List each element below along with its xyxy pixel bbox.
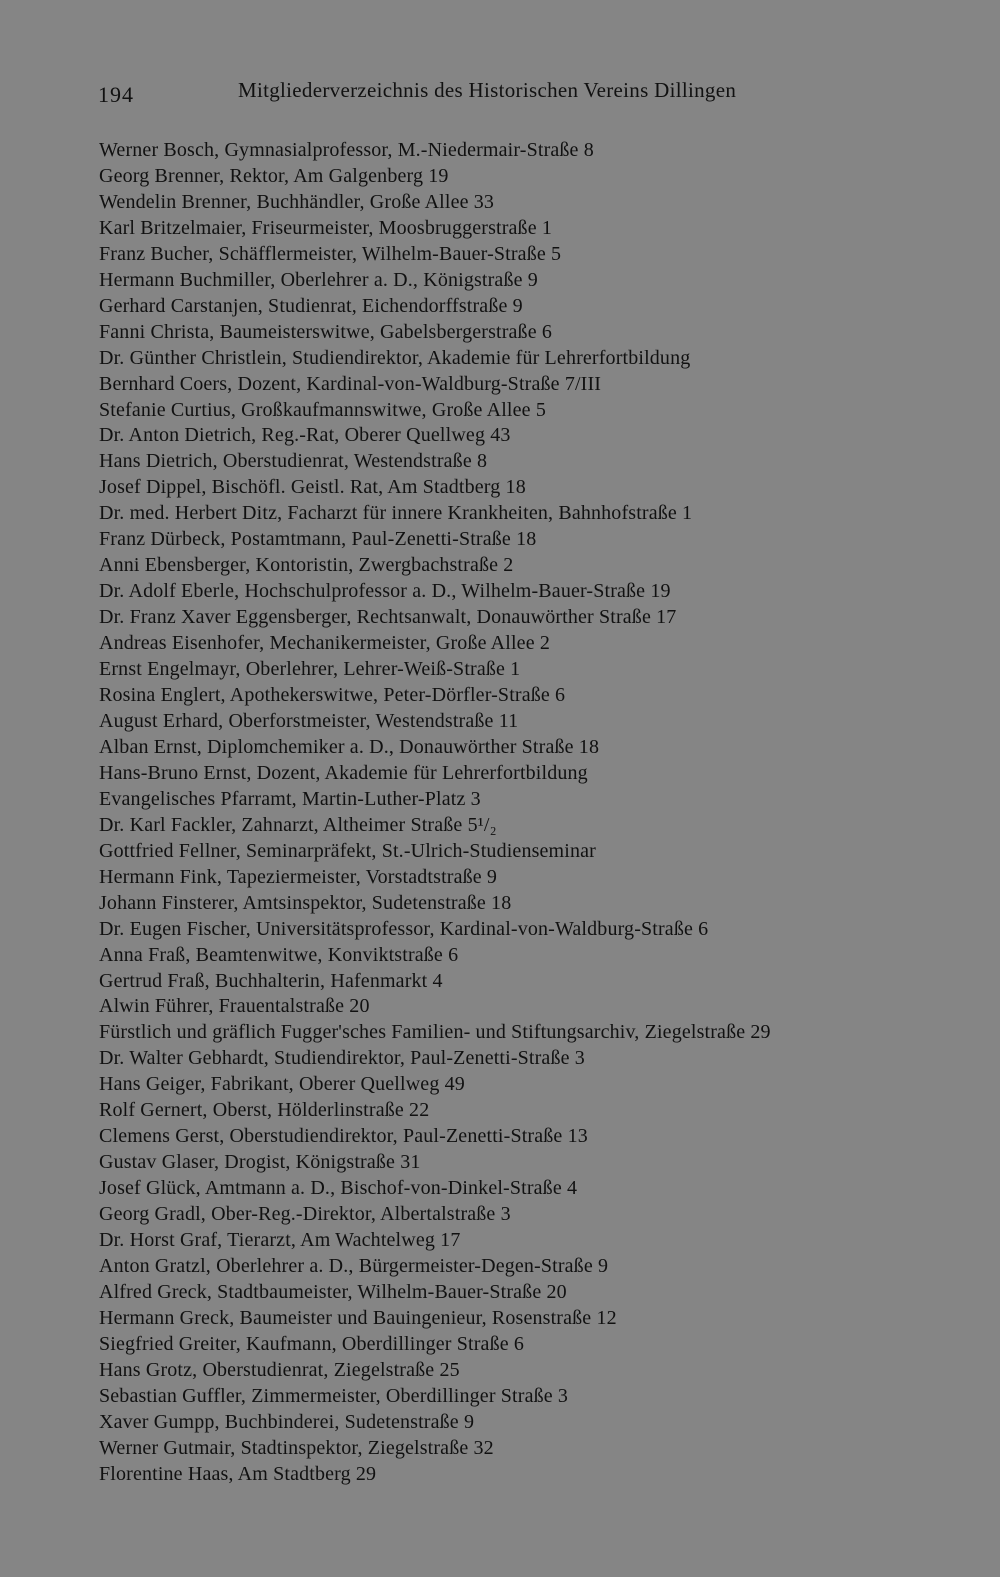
member-entry: Dr. Anton Dietrich, Reg.-Rat, Oberer Quellweg 43: [99, 424, 511, 447]
member-entry: Florentine Haas, Am Stadtberg 29: [99, 1462, 377, 1485]
member-entry: August Erhard, Oberforstmeister, Westendstraße 11: [99, 709, 519, 732]
member-entry: Dr. med. Herbert Ditz, Facharzt für innere Krankheiten, Bahnhofstraße 1: [99, 502, 693, 525]
member-entry: Evangelisches Pfarramt, Martin-Luther-Platz 3: [99, 787, 481, 810]
member-entry: Sebastian Guffler, Zimmermeister, Oberdillinger Straße 3: [99, 1384, 569, 1407]
member-entry: Karl Britzelmaier, Friseurmeister, Moosbruggerstraße 1: [99, 216, 553, 239]
member-entry: Xaver Gumpp, Buchbinderei, Sudetenstraße 9: [99, 1410, 475, 1433]
member-entry: Andreas Eisenhofer, Mechanikermeister, Große Allee 2: [99, 632, 551, 655]
member-entry: Werner Bosch, Gymnasialprofessor, M.-Niedermair-Straße 8: [99, 139, 594, 161]
member-entry: Gustav Glaser, Drogist, Königstraße 31: [99, 1151, 421, 1174]
member-entry: Gertrud Fraß, Buchhalterin, Hafenmarkt 4: [99, 969, 443, 992]
member-entry: Hermann Fink, Tapeziermeister, Vorstadtstraße 9: [99, 865, 498, 888]
member-entry: Franz Bucher, Schäfflermeister, Wilhelm-Bauer-Straße 5: [99, 242, 562, 265]
member-entry: Fürstlich und gräflich Fugger'sches Familien- und Stiftungsarchiv, Ziegelstraße 29: [99, 1021, 771, 1044]
member-entry: Hans Grotz, Oberstudienrat, Ziegelstraße 25: [99, 1358, 460, 1381]
member-entry: Anna Fraß, Beamtenwitwe, Konviktstraße 6: [99, 943, 459, 966]
member-entry: Wendelin Brenner, Buchhändler, Große Allee 33: [99, 190, 495, 213]
member-entry: Josef Dippel, Bischöfl. Geistl. Rat, Am Stadtberg 18: [99, 476, 526, 499]
member-entry: Johann Finsterer, Amtsinspektor, Sudetenstraße 18: [99, 891, 512, 914]
member-entry: Alwin Führer, Frauentalstraße 20: [99, 995, 370, 1018]
member-entry: Ernst Engelmayr, Oberlehrer, Lehrer-Weiß-Straße 1: [99, 658, 521, 681]
member-entry: Dr. Eugen Fischer, Universitätsprofessor, Kardinal-von-Waldburg-Straße 6: [99, 917, 709, 940]
page-number: 194: [98, 82, 134, 107]
member-entry: Dr. Horst Graf, Tierarzt, Am Wachtelweg 17: [99, 1229, 461, 1252]
member-entry: Gottfried Fellner, Seminarpräfekt, St.-Ulrich-Studienseminar: [99, 839, 596, 862]
member-entry: Hans Dietrich, Oberstudienrat, Westendstraße 8: [99, 450, 488, 473]
member-entry: Alban Ernst, Diplomchemiker a. D., Donauwörther Straße 18: [99, 735, 600, 758]
member-entry: Bernhard Coers, Dozent, Kardinal-von-Waldburg-Straße 7/III: [99, 372, 602, 395]
member-entry: Fanni Christa, Baumeisterswitwe, Gabelsbergerstraße 6: [99, 320, 553, 343]
member-entry: Siegfried Greiter, Kaufmann, Oberdillinger Straße 6: [99, 1332, 525, 1355]
member-entry: Anni Ebensberger, Kontoristin, Zwergbachstraße 2: [99, 554, 514, 577]
member-entry: Hans Geiger, Fabrikant, Oberer Quellweg 49: [99, 1073, 465, 1096]
member-entry: Werner Gutmair, Stadtinspektor, Ziegelstraße 32: [99, 1436, 494, 1459]
member-entry: Dr. Günther Christlein, Studiendirektor, Akademie für Lehrerfortbildung: [99, 346, 691, 369]
member-entry: Gerhard Carstanjen, Studienrat, Eichendorffstraße 9: [99, 294, 523, 317]
member-entry: Dr. Walter Gebhardt, Studiendirektor, Paul-Zenetti-Straße 3: [99, 1047, 585, 1070]
member-entry: Rolf Gernert, Oberst, Hölderlinstraße 22: [99, 1099, 430, 1122]
member-entry: Hermann Buchmiller, Oberlehrer a. D., Königstraße 9: [99, 268, 538, 291]
member-entry: Georg Brenner, Rektor, Am Galgenberg 19: [99, 164, 449, 187]
member-entry: Josef Glück, Amtmann a. D., Bischof-von-Dinkel-Straße 4: [99, 1177, 578, 1200]
member-list: [99, 138, 959, 1488]
member-entry: Georg Gradl, Ober-Reg.-Direktor, Albertalstraße 3: [99, 1203, 511, 1226]
member-entry: Dr. Adolf Eberle, Hochschulprofessor a. D., Wilhelm-Bauer-Straße 19: [99, 580, 671, 603]
member-entry: Franz Dürbeck, Postamtmann, Paul-Zenetti-Straße 18: [99, 528, 537, 551]
member-entry: Dr. Karl Fackler, Zahnarzt, Altheimer Straße 5¹/₂: [99, 813, 497, 836]
running-head: Mitgliederverzeichnis des Historischen Vereins Dillingen: [238, 78, 737, 102]
member-entry: Alfred Greck, Stadtbaumeister, Wilhelm-Bauer-Straße 20: [99, 1280, 567, 1303]
member-entry: Hans-Bruno Ernst, Dozent, Akademie für Lehrerfortbildung: [99, 761, 588, 784]
member-entry: Anton Gratzl, Oberlehrer a. D., Bürgermeister-Degen-Straße 9: [99, 1254, 609, 1277]
member-entry: Rosina Englert, Apothekerswitwe, Peter-Dörfler-Straße 6: [99, 684, 566, 707]
page-header: [98, 76, 898, 112]
member-entry: Stefanie Curtius, Großkaufmannswitwe, Große Allee 5: [99, 398, 546, 421]
member-entry: Dr. Franz Xaver Eggensberger, Rechtsanwalt, Donauwörther Straße 17: [99, 606, 677, 629]
member-entry: Clemens Gerst, Oberstudiendirektor, Paul-Zenetti-Straße 13: [99, 1125, 588, 1148]
member-entry: Hermann Greck, Baumeister und Bauingenieur, Rosenstraße 12: [99, 1306, 617, 1329]
